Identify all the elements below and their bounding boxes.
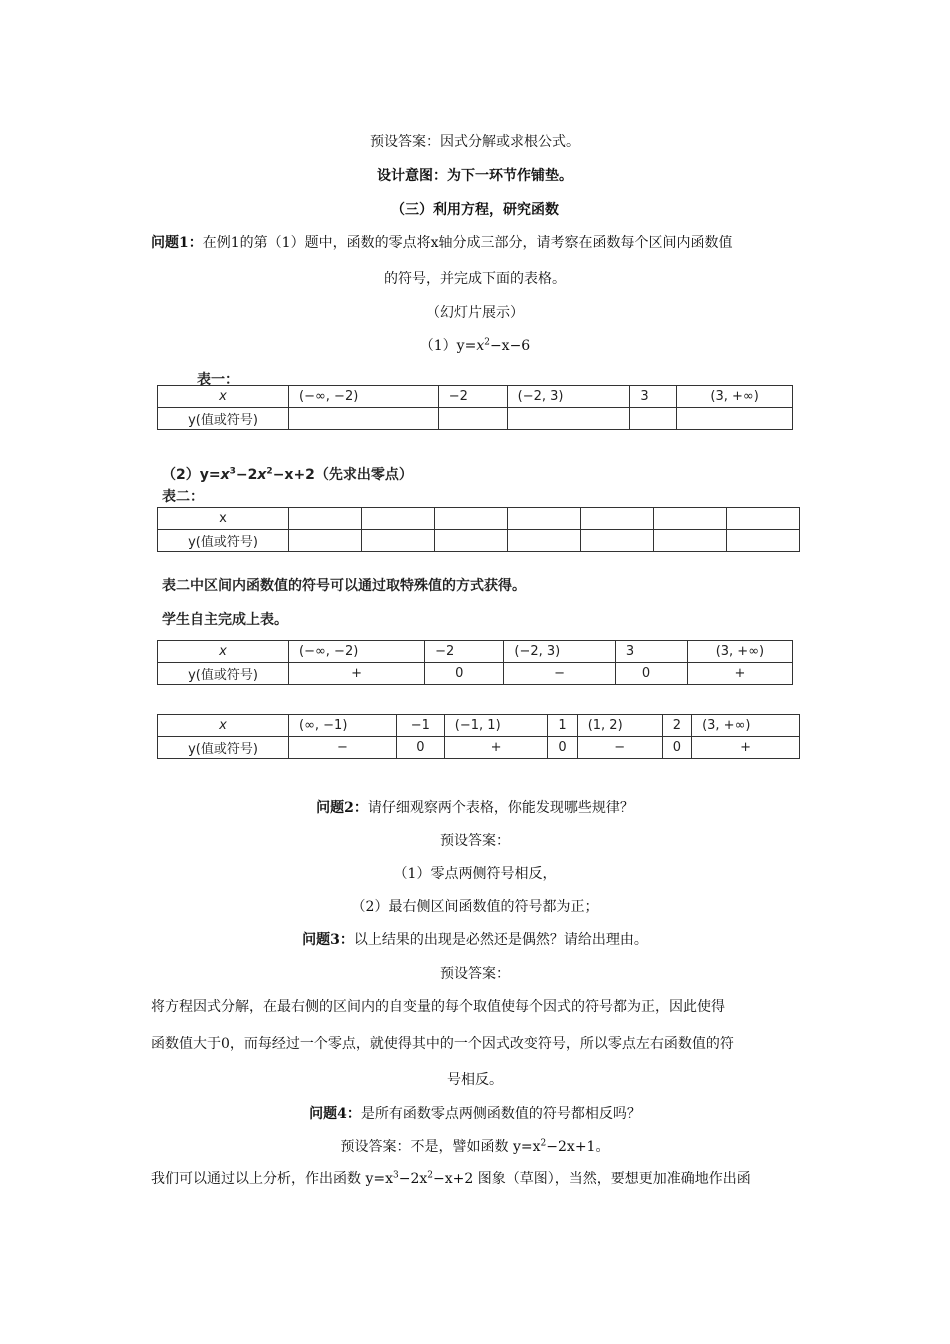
question-1	[151, 232, 811, 252]
table2-x-header: x	[158, 508, 289, 530]
table-cell: −1	[396, 715, 444, 737]
question-2: 问题2：请仔细观察两个表格，你能发现哪些规律？	[316, 800, 634, 816]
table-cell: 0	[662, 737, 691, 759]
table-cell: +	[444, 737, 548, 759]
table-cell	[727, 508, 800, 530]
design-intent: 设计意图：为下一环节作铺垫。	[377, 168, 573, 184]
table-cell: −2	[425, 641, 504, 663]
table-cell: +	[687, 663, 792, 685]
table-cell: (3, +∞)	[692, 715, 800, 737]
table-cell: 0	[615, 663, 687, 685]
table-cell	[581, 508, 654, 530]
table-row	[158, 641, 793, 663]
table3	[157, 640, 793, 685]
table2-y-header: y(值或符号)	[158, 530, 289, 552]
table-cell	[508, 530, 581, 552]
table-cell	[438, 408, 507, 430]
table-cell: 0	[548, 737, 577, 759]
preset-answer-heading: 预设答案：	[440, 833, 510, 849]
table1-x-header: x	[158, 386, 289, 408]
table-cell: +	[289, 663, 425, 685]
table-cell: (3, +∞)	[687, 641, 792, 663]
table-cell: 3	[615, 641, 687, 663]
table-cell: (−1, 1)	[444, 715, 548, 737]
table-cell: (−2, 3)	[504, 641, 615, 663]
question-1-text: 在例1的第（1）题中，函数的零点将x轴分成三部分，请考察在函数每个区间内函数值	[202, 235, 733, 251]
table3-x-header: x	[158, 641, 289, 663]
table-cell: (−∞, −2)	[289, 641, 425, 663]
preset-answer-heading-2: 预设答案：	[440, 966, 510, 982]
table-row	[158, 408, 793, 430]
table-cell: (1, 2)	[577, 715, 662, 737]
table-cell	[289, 408, 439, 430]
table-cell: (∞, −1)	[289, 715, 397, 737]
table2	[157, 507, 800, 552]
table-row	[158, 386, 793, 408]
table-row	[158, 530, 800, 552]
preset-answer-line: 预设答案：因式分解或求根公式。	[370, 134, 580, 150]
question-1-label: 问题1：	[151, 235, 203, 251]
table-cell: (−2, 3)	[507, 386, 630, 408]
table3-y-header: y(值或符号)	[158, 663, 289, 685]
table-cell	[435, 508, 508, 530]
question-1-cont: 的符号，并完成下面的表格。	[384, 271, 566, 287]
table-cell	[727, 530, 800, 552]
equation-2: $(2)y=x^3-2x^2-x+2$（先求出零点）	[162, 466, 413, 483]
table-row	[158, 508, 800, 530]
table-cell	[289, 530, 362, 552]
table-cell	[362, 530, 435, 552]
table-cell	[630, 408, 677, 430]
table-cell: 2	[662, 715, 691, 737]
question-3: 问题3：以上结果的出现是必然还是偶然？请给出理由。	[302, 932, 648, 948]
closing-paragraph: 我们可以通过以上分析，作出函数 $y=x^3-2x^2-x+2$ 图象（草图），当然，要想更加准确地作出函	[151, 1170, 751, 1187]
rule-2: （2）最右侧区间函数值的符号都为正；	[351, 899, 599, 915]
answer-3-line-1: 将方程因式分解，在最右侧的区间内的自变量的每个取值使每个因式的符号都为正，因此使得	[151, 999, 725, 1015]
table2-caption: 表二：	[162, 489, 204, 505]
table-row	[158, 715, 800, 737]
table-row	[158, 737, 800, 759]
table-cell	[654, 530, 727, 552]
table-cell: −	[504, 663, 615, 685]
rule-1: （1）零点两侧符号相反，	[393, 866, 557, 882]
table-cell	[581, 530, 654, 552]
table-cell	[508, 508, 581, 530]
table-cell: 3	[630, 386, 677, 408]
table-cell	[654, 508, 727, 530]
equation-1: $(1)y=x^2-x-6$	[419, 337, 531, 354]
slide-note: （幻灯片展示）	[426, 305, 524, 321]
question-4: 问题4：是所有函数零点两侧函数值的符号都相反吗？	[309, 1106, 641, 1122]
table-cell: 0	[425, 663, 504, 685]
table-cell: 1	[548, 715, 577, 737]
answer-4: 预设答案：不是，譬如函数 $y=x^2-2x+1$。	[340, 1138, 610, 1155]
table-row	[158, 663, 793, 685]
table-cell: +	[692, 737, 800, 759]
table-cell	[677, 408, 793, 430]
table-cell	[435, 530, 508, 552]
section-title: （三）利用方程，研究函数	[391, 202, 559, 218]
table-cell	[362, 508, 435, 530]
table-cell: −	[289, 737, 397, 759]
table4-x-header: x	[158, 715, 289, 737]
table1-y-header: y(值或符号)	[158, 408, 289, 430]
table-cell: (−∞, −2)	[289, 386, 439, 408]
table-cell: −	[577, 737, 662, 759]
table1-caption: 表一：	[197, 372, 239, 388]
table-cell: (3, +∞)	[677, 386, 793, 408]
table4	[157, 714, 800, 759]
answer-3-line-2: 函数值大于0，而每经过一个零点，就使得其中的一个因式改变符号，所以零点左右函数值的符	[151, 1036, 734, 1052]
table4-y-header: y(值或符号)	[158, 737, 289, 759]
answer-3-line-3: 号相反。	[447, 1072, 503, 1088]
table-cell	[289, 508, 362, 530]
table-cell: −2	[438, 386, 507, 408]
note-special-values: 表二中区间内函数值的符号可以通过取特殊值的方式获得。	[162, 578, 526, 594]
table-cell: 0	[396, 737, 444, 759]
table-cell	[507, 408, 630, 430]
table1	[157, 385, 793, 430]
note-students-complete: 学生自主完成上表。	[162, 612, 288, 628]
